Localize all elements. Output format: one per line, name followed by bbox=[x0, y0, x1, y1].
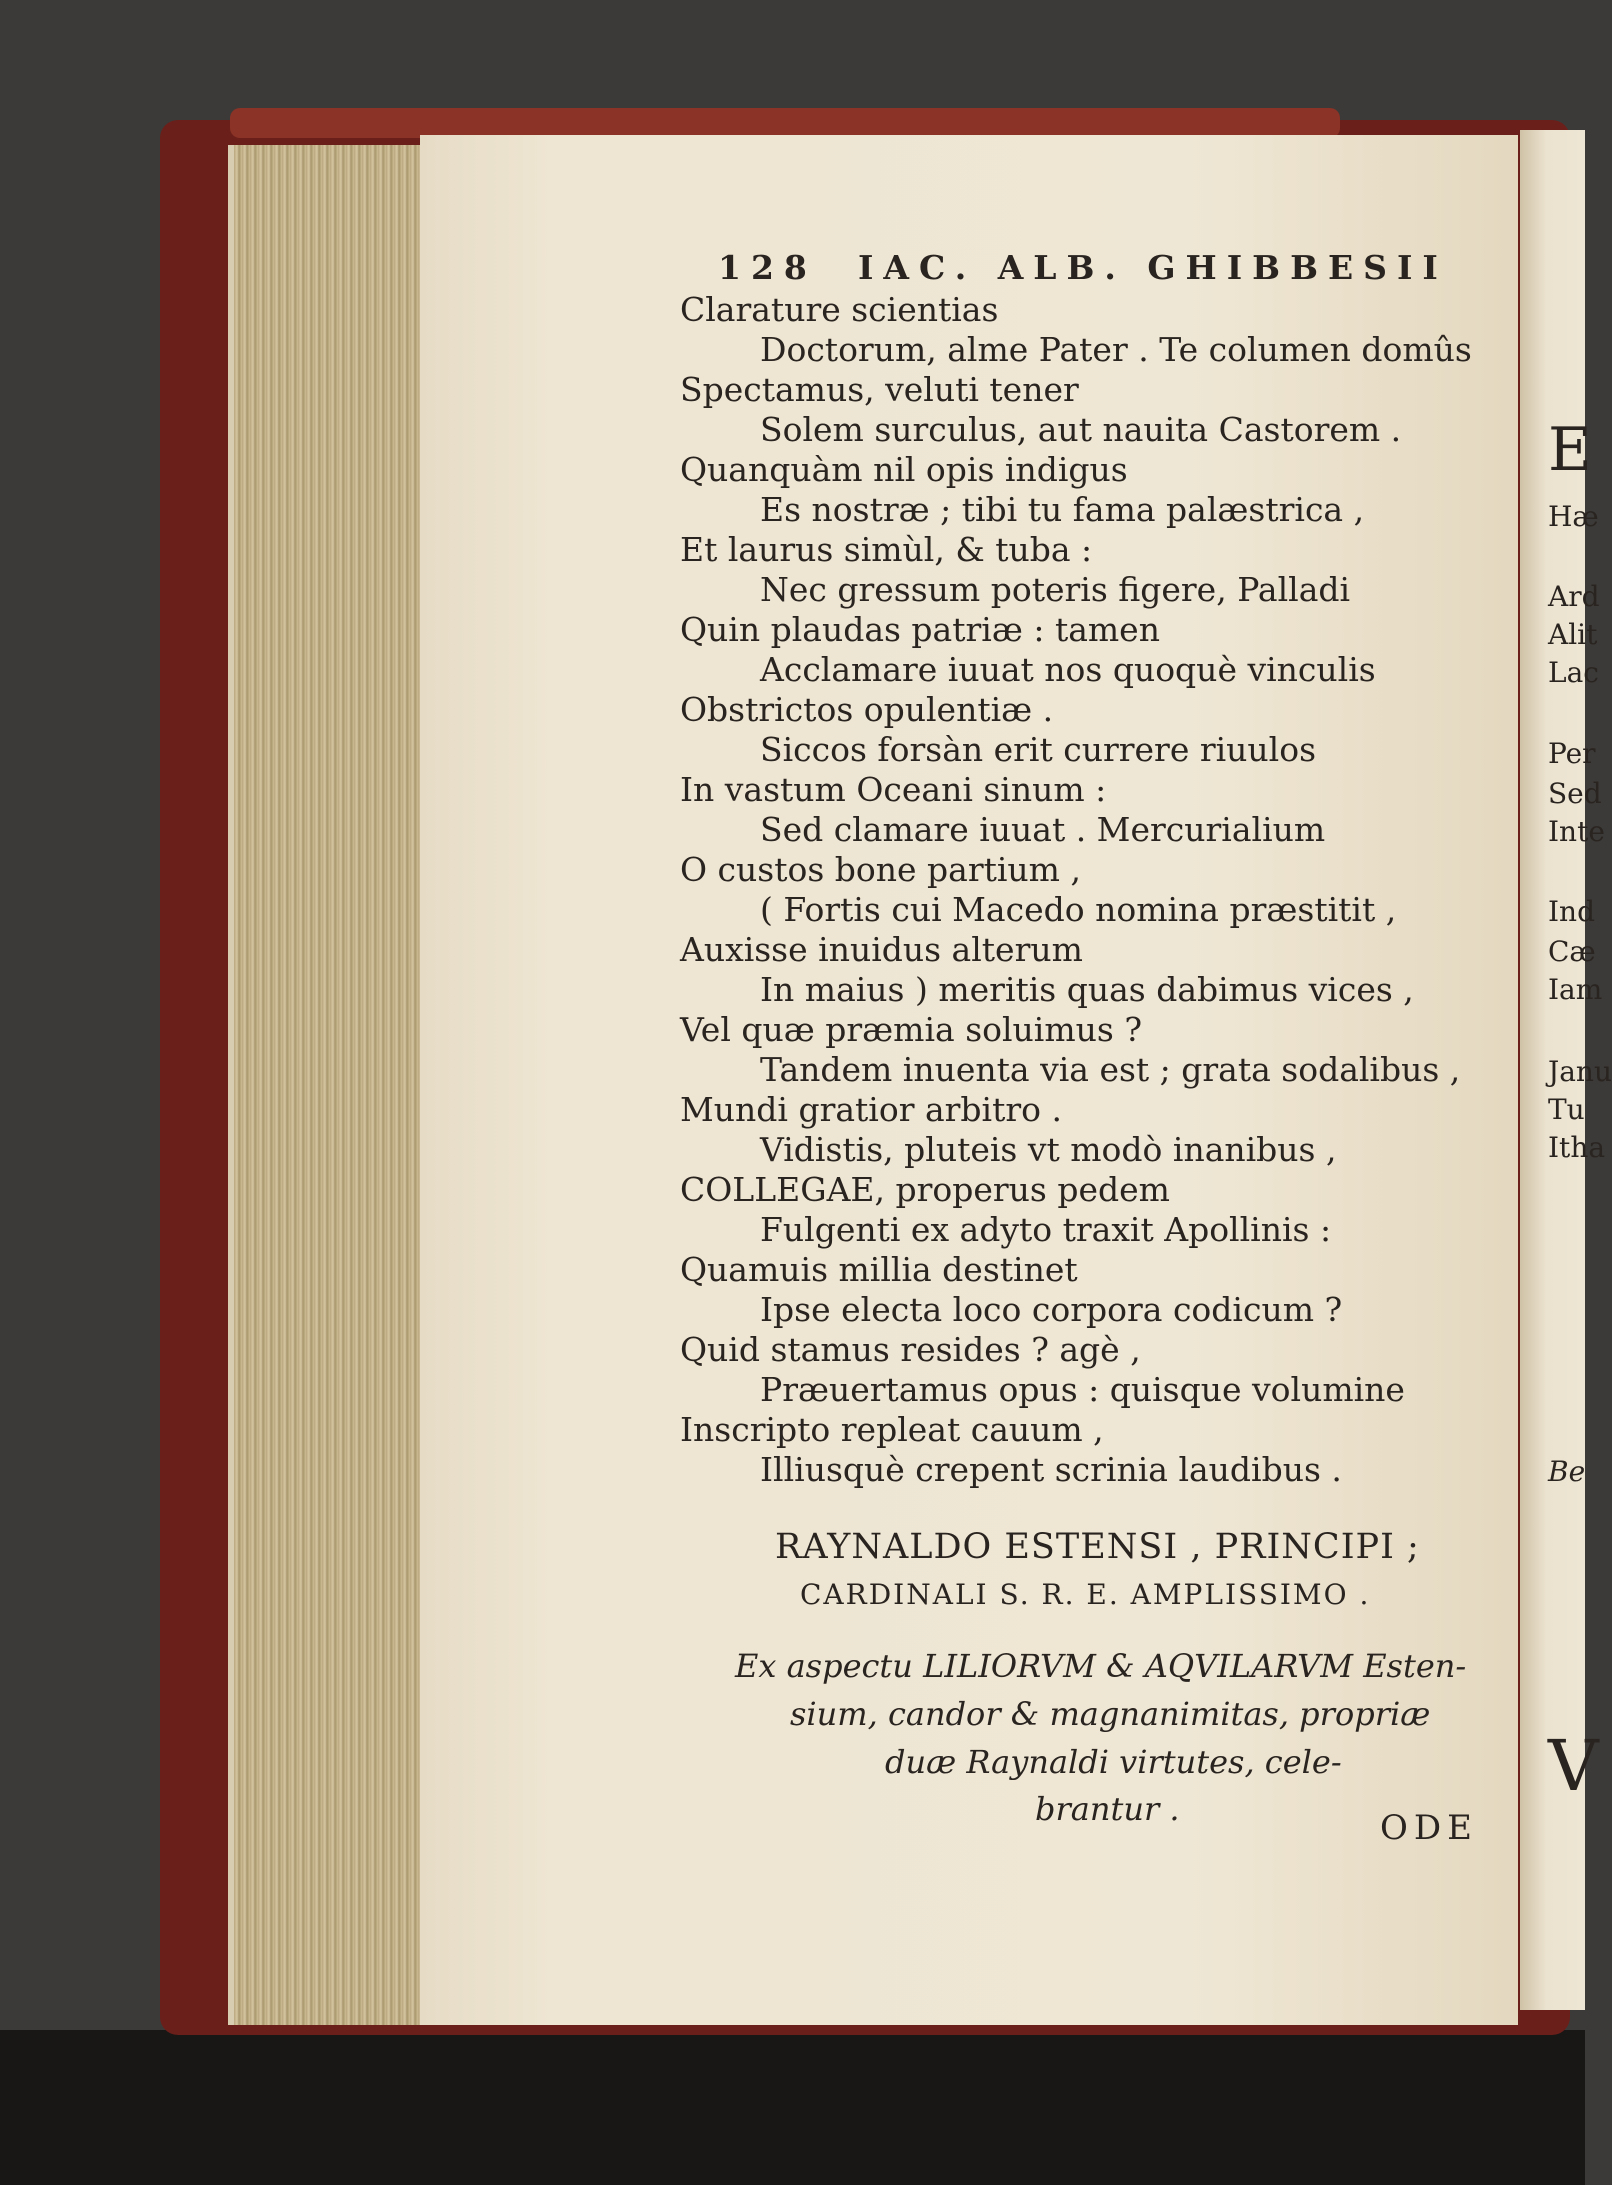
poem-line: In maius ) meritis quas dabimus vices , bbox=[760, 970, 1414, 1009]
poem-line: Siccos forsàn erit currere riuulos bbox=[760, 730, 1317, 769]
poem-line: Mundi gratior arbitro . bbox=[680, 1090, 1062, 1129]
poem-line: Es nostræ ; tibi tu fama palæstrica , bbox=[760, 490, 1365, 529]
poem-line: Clarature scientias bbox=[680, 290, 999, 329]
facing-fragment: Lac bbox=[1548, 656, 1599, 689]
facing-fragment: V bbox=[1548, 1725, 1599, 1807]
poem-line: Obstrictos opulentiæ . bbox=[680, 690, 1054, 729]
poem-line: In vastum Oceani sinum : bbox=[680, 770, 1107, 809]
poem-line: Vidistis, pluteis vt modò inanibus , bbox=[760, 1130, 1337, 1169]
table-shadow bbox=[0, 2030, 1585, 2185]
argument-line-2: sium, candor & magnanimitas, propriæ bbox=[790, 1695, 1431, 1733]
poem-line: Fulgenti ex adyto traxit Apollinis : bbox=[760, 1210, 1332, 1249]
poem-line: Illiusquè crepent scrinia laudibus . bbox=[760, 1450, 1342, 1489]
poem-line: Et laurus simùl, & tuba : bbox=[680, 530, 1093, 569]
facing-fragment: Inte bbox=[1548, 815, 1605, 848]
poem-line: ( Fortis cui Macedo nomina præstitit , bbox=[760, 890, 1397, 929]
argument-line-1: Ex aspectu LILIORVM & AQVILARVM Esten- bbox=[735, 1647, 1467, 1685]
page-number: 128 bbox=[718, 248, 817, 287]
poem-line: Acclamare iuuat nos quoquè vinculis bbox=[760, 650, 1376, 689]
dedication-line-2: CARDINALI S. R. E. AMPLISSIMO . bbox=[800, 1578, 1371, 1611]
poem-line: Auxisse inuidus alterum bbox=[680, 930, 1083, 969]
facing-fragment: Alit bbox=[1548, 618, 1598, 651]
poem-line: Solem surculus, aut nauita Castorem . bbox=[760, 410, 1402, 449]
dedication-line-1: RAYNALDO ESTENSI , PRINCIPI ; bbox=[775, 1527, 1420, 1567]
facing-fragment: Sed bbox=[1548, 777, 1602, 810]
facing-fragment: E bbox=[1548, 415, 1592, 485]
poem-line: Sed clamare iuuat . Mercurialium bbox=[760, 810, 1326, 849]
facing-fragment: Tu bbox=[1548, 1093, 1585, 1126]
poem-line: Nec gressum poteris figere, Palladi bbox=[760, 570, 1351, 609]
book-spine-top bbox=[230, 108, 1340, 138]
facing-fragment: Janu bbox=[1548, 1055, 1612, 1088]
facing-fragment: Be bbox=[1548, 1455, 1586, 1488]
facing-fragment: Hæ bbox=[1548, 500, 1599, 533]
poem-line: O custos bone partium , bbox=[680, 850, 1081, 889]
catchword: ODE bbox=[1380, 1808, 1478, 1848]
poem-line: Spectamus, veluti tener bbox=[680, 370, 1079, 409]
argument-line-3: duæ Raynaldi virtutes, cele- bbox=[885, 1743, 1342, 1781]
argument-line-4: brantur . bbox=[1035, 1790, 1180, 1828]
facing-fragment: Cæ bbox=[1548, 935, 1596, 968]
poem-line: COLLEGAE, properus pedem bbox=[680, 1170, 1170, 1209]
poem-line: Præuertamus opus : quisque volumine bbox=[760, 1370, 1405, 1409]
poem-body bbox=[680, 290, 1472, 1490]
poem-line: Vel quæ præmia soluimus ? bbox=[680, 1010, 1143, 1049]
facing-fragment: Ind bbox=[1548, 895, 1596, 928]
facing-fragment: Per bbox=[1548, 737, 1596, 770]
poem-line: Quid stamus resides ? agè , bbox=[680, 1330, 1141, 1369]
running-title: IAC. ALB. GHIBBESII bbox=[858, 248, 1448, 287]
poem-line: Quanquàm nil opis indigus bbox=[680, 450, 1128, 489]
poem-line: Ipse electa loco corpora codicum ? bbox=[760, 1290, 1343, 1329]
poem-line: Quin plaudas patriæ : tamen bbox=[680, 610, 1160, 649]
poem-line: Inscripto repleat cauum , bbox=[680, 1410, 1104, 1449]
facing-fragment: Itha bbox=[1548, 1131, 1606, 1164]
poem-line: Doctorum, alme Pater . Te columen domûs bbox=[760, 330, 1472, 369]
facing-fragment: Iam bbox=[1548, 973, 1603, 1006]
facing-fragment: Ard bbox=[1548, 580, 1600, 613]
page-edges bbox=[228, 145, 429, 2025]
poem-line: Tandem inuenta via est ; grata sodalibus , bbox=[760, 1050, 1461, 1089]
poem-line: Quamuis millia destinet bbox=[680, 1250, 1078, 1289]
